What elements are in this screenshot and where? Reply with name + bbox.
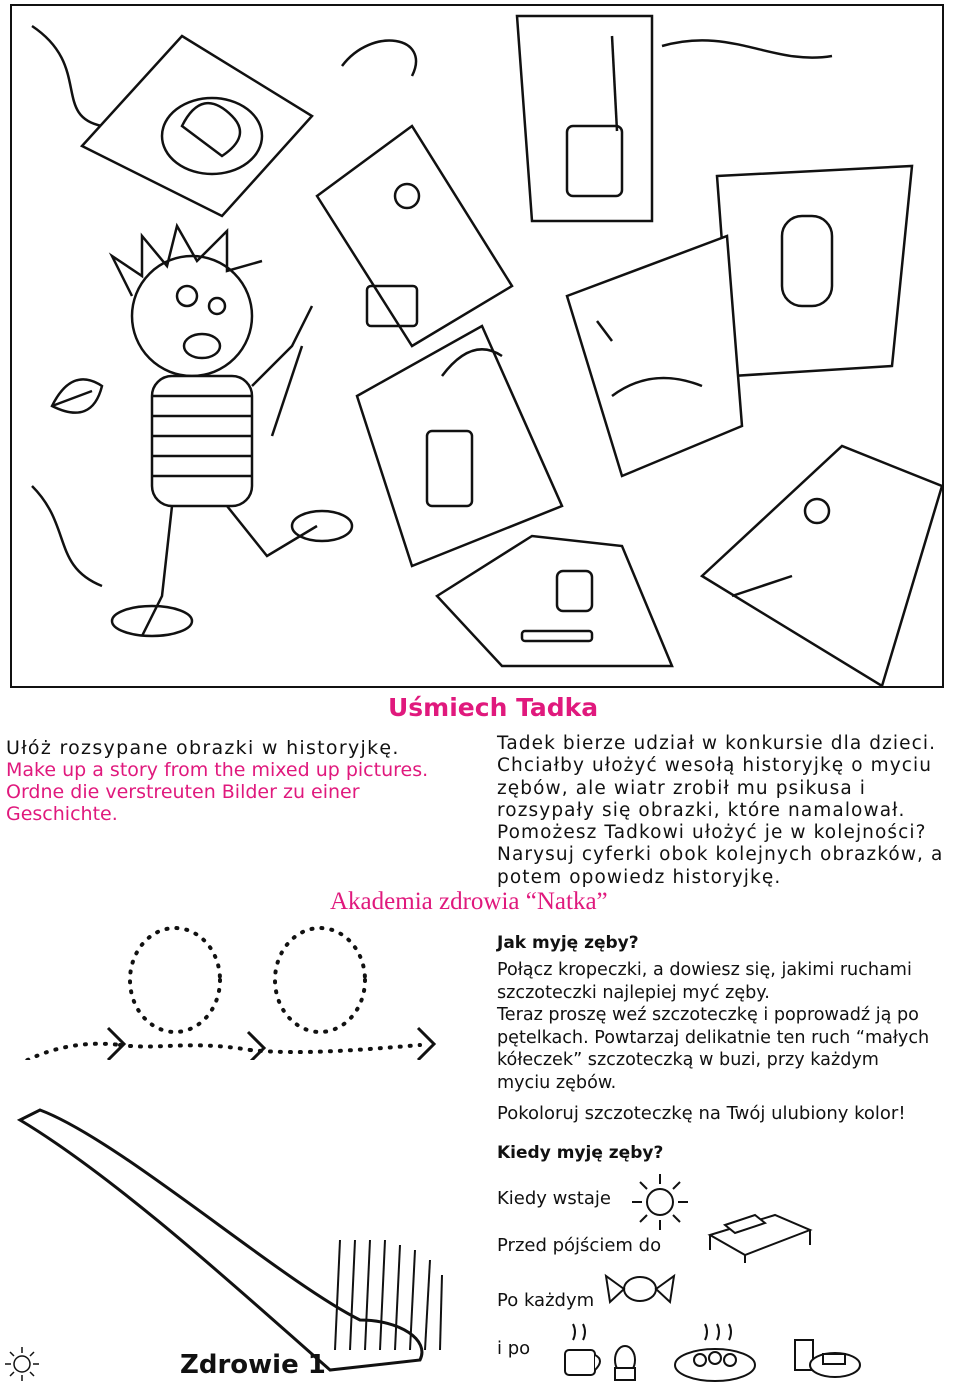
academy-name: Akademia zdrowia “Natka” [330, 888, 608, 915]
story-line: Narysuj cyferki obok kolejnych obrazków, a [497, 844, 944, 866]
story-line: potem opowiedz historyjkę. [497, 866, 782, 888]
wind-swirl [32, 486, 102, 586]
instructions-block [6, 737, 446, 825]
sun-icon [630, 1172, 690, 1232]
instruction-german-line2: Geschichte. [6, 803, 118, 825]
story-line: Chciałby ułożyć wesołą historyjkę o myciu [497, 755, 933, 777]
footer-title: Zdrowie 1 [180, 1350, 326, 1380]
picture-card-faucet-glass [357, 326, 562, 566]
instruction-polish: Ułóż rozsypane obrazki w historyjkę. [6, 737, 400, 759]
how-heading: Jak myję zęby? [497, 933, 639, 953]
bed-icon [705, 1195, 815, 1265]
when-item: Po każdym [497, 1290, 595, 1311]
picture-card-face-eating [317, 126, 512, 346]
when-item: Kiedy wstaje [497, 1188, 611, 1209]
when-heading: Kiedy myję zęby? [497, 1143, 664, 1163]
arrow-icon [248, 1032, 264, 1060]
picture-card-bottle [717, 166, 912, 376]
sun-icon [2, 1344, 42, 1384]
how-line: szczoteczki najlepiej myć zęby. [497, 982, 770, 1003]
cup-icon [565, 1324, 600, 1375]
dotted-loops-exercise [0, 920, 480, 1060]
picture-card-toothpaste [437, 536, 672, 666]
meal-icons [555, 1310, 865, 1389]
instruction-german-line1: Ordne die verstreuten Bilder zu einer [6, 781, 360, 803]
dinner-plate-icon [675, 1324, 755, 1381]
story-paragraph [497, 733, 957, 889]
when-item: i po [497, 1338, 531, 1359]
how-line: Teraz proszę weź szczoteczkę i poprowadź ją po [497, 1005, 919, 1026]
story-line: zębów, ale wiatr zrobił mu psikusa i [497, 777, 866, 799]
wind-swirl [32, 26, 102, 126]
leaf-icon [52, 379, 102, 412]
picture-card-spray-hands [567, 236, 742, 476]
how-line: pętelkach. Powtarzaj delikatnie ten ruch “małych [497, 1027, 930, 1048]
how-line: Połącz kropeczki, a dowiesz się, jakimi ruchami [497, 960, 912, 980]
instruction-english: Make up a story from the mixed up pictures. [6, 759, 429, 781]
story-illustration-panel [10, 4, 944, 688]
egg-icon [615, 1346, 635, 1380]
picture-card-washing-hands [82, 36, 312, 216]
story-line: Tadek bierze udział w konkursie dla dzieci. [497, 733, 937, 754]
boy-tadek-figure [112, 226, 352, 636]
wind-swirl [662, 40, 832, 57]
when-item: Przed pójściem do [497, 1235, 662, 1256]
story-line: Pomożesz Tadkowi ułożyć je w kolejności? [497, 822, 927, 844]
wind-swirl [342, 41, 416, 76]
story-line: rozsypały się obrazki, które namalował. [497, 799, 906, 821]
picture-card-brushing [702, 446, 942, 686]
supper-plate-icon [795, 1340, 860, 1377]
color-instruction: Pokoloruj szczoteczkę na Twój ulubiony kolor! [497, 1103, 906, 1124]
picture-card-cup-and-brush [517, 16, 652, 221]
toothbrush-coloring-picture [0, 1100, 470, 1389]
how-paragraph [497, 959, 959, 1095]
candy-icon [600, 1262, 680, 1317]
how-line: myciu zębów. [497, 1072, 617, 1093]
page-title: Uśmiech Tadka [388, 693, 599, 722]
how-line: kółeczek” szczoteczką w buzi, przy każdym [497, 1050, 879, 1071]
